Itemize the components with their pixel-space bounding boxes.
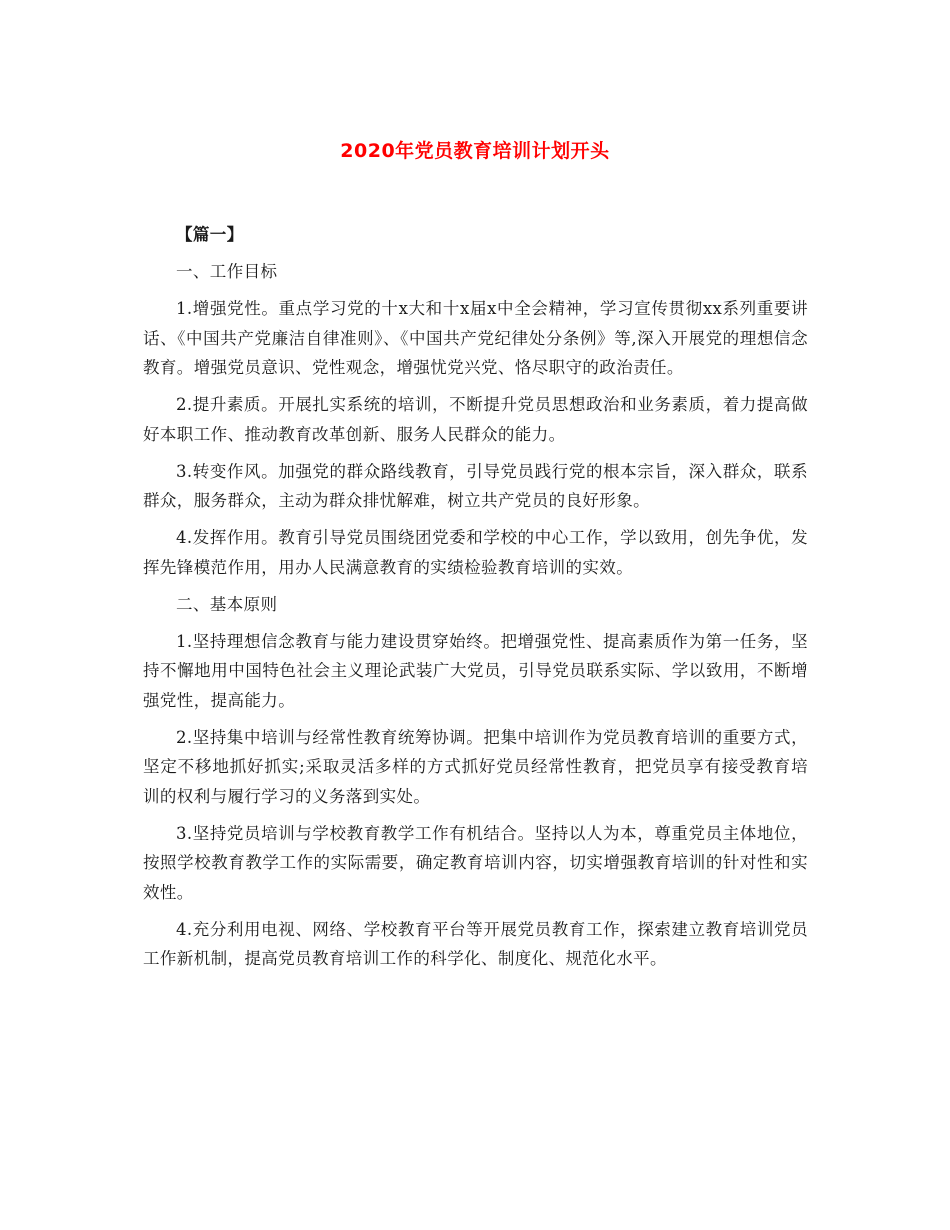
paragraph: 2.提升素质。开展扎实系统的培训，不断提升党员思想政治和业务素质，着力提高做好本职工作、推动教育改革创新、服务人民群众的能力。 [143, 395, 808, 444]
paragraph: 1.增强党性。重点学习党的十x大和十x届x中全会精神，学习宣传贯彻xx系列重要讲话、《中国共产党廉洁自律准则》、《中国共产党纪律处分条例》等,深入开展党的理想信念教育。增强党员意识、党性观念，增强忧党兴党、恪尽职守的政治责任。 [143, 299, 808, 377]
document-title: 2020年党员教育培训计划开头 [340, 140, 610, 162]
paragraph: 4.充分利用电视、网络、学校教育平台等开展党员教育工作，探索建立教育培训党员工作新机制，提高党员教育培训工作的科学化、制度化、规范化水平。 [143, 919, 808, 968]
paragraph: 3.转变作风。加强党的群众路线教育，引导党员践行党的根本宗旨，深入群众，联系群众，服务群众，主动为群众排忧解难，树立共产党员的良好形象。 [143, 461, 808, 510]
section-heading-basic-principles: 二、基本原则 [176, 594, 278, 614]
part-label: 【篇一】 [176, 225, 244, 244]
paragraph: 1.坚持理想信念教育与能力建设贯穿始终。把增强党性、提高素质作为第一任务，坚持不懈地用中国特色社会主义理论武装广大党员，引导党员联系实际、学以致用，不断增强党性，提高能力。 [143, 631, 808, 710]
document-body [143, 220, 808, 981]
paragraph: 4.发挥作用。教育引导党员围绕团党委和学校的中心工作，学以致用，创先争优，发挥先锋模范作用，用办人民满意教育的实绩检验教育培训的实效。 [143, 528, 808, 577]
section-heading-work-goals: 一、工作目标 [176, 262, 278, 281]
paragraph: 2.坚持集中培训与经常性教育统筹协调。把集中培训作为党员教育培训的重要方式，坚定不移地抓好抓实;采取灵活多样的方式抓好党员经常性教育，把党员享有接受教育培训的权利与履行学习的义务落到实处。 [143, 727, 808, 806]
paragraph: 3.坚持党员培训与学校教育教学工作有机结合。坚持以人为本，尊重党员主体地位，按照学校教育教学工作的实际需要，确定教育培训内容，切实增强教育培训的针对性和实效性。 [143, 823, 808, 902]
